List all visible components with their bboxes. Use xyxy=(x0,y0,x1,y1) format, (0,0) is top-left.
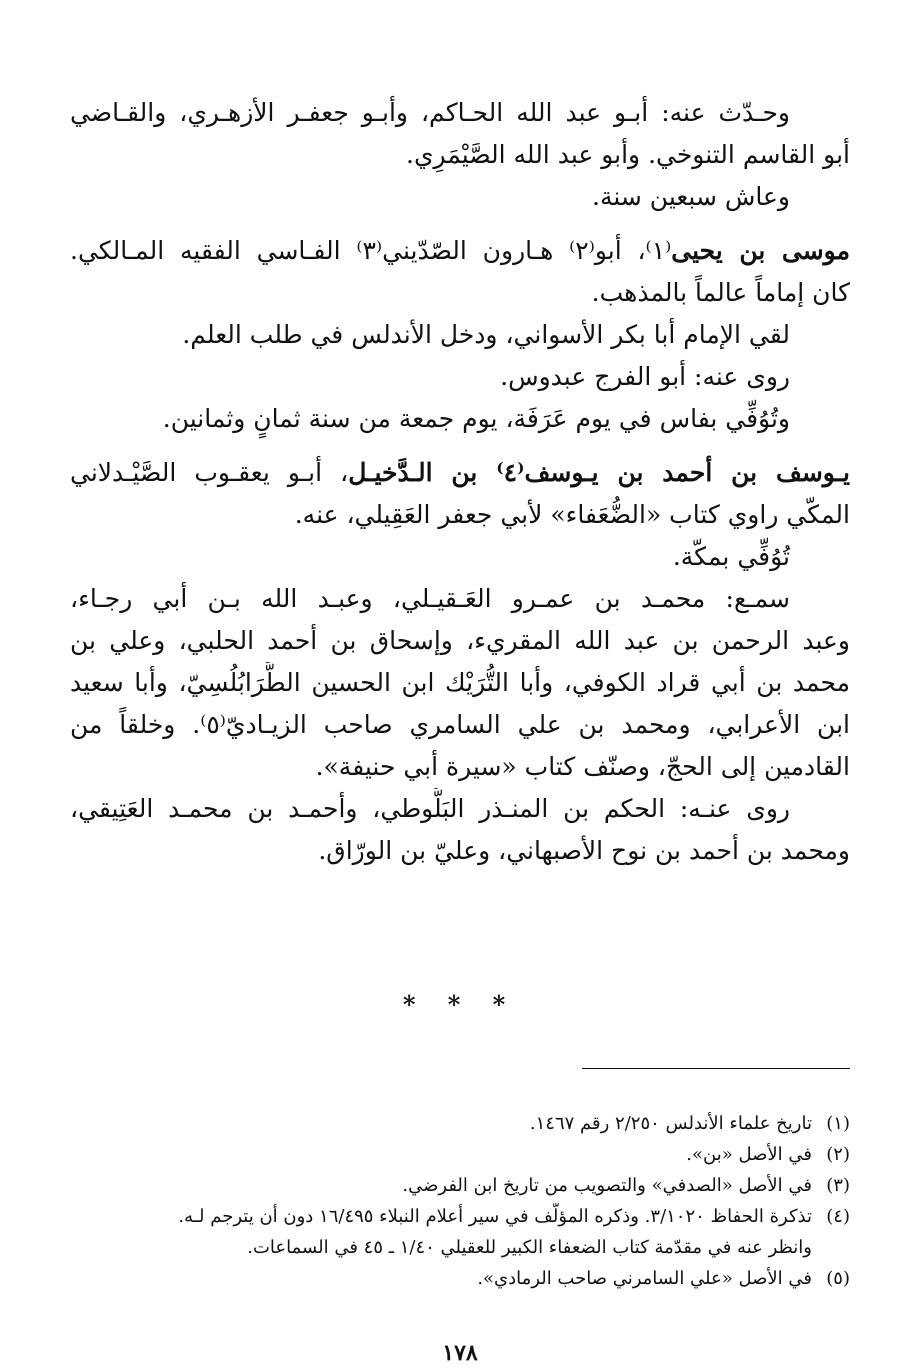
footnote-number: (٣) xyxy=(826,1175,850,1196)
footnote xyxy=(70,1203,850,1231)
footnote-continuation: وانظر عنه في مقدّمة كتاب الضعفاء الكبير للعقيلي ١/٤٠ ـ ٤٥ في السماعات. xyxy=(247,1237,812,1258)
footnote xyxy=(70,1110,850,1138)
footnote-text: تذكرة الحفاظ ٣/١٠٢٠. وذكره المؤلّف في سير أعلام النبلاء ١٦/٤٩٥ دون أن يترجم لـه. xyxy=(178,1206,812,1227)
text-line: روى عنه: أبو الفرج عبدوس. xyxy=(500,362,790,391)
entry-heading xyxy=(70,452,850,494)
text-line: وحـدّث عنه: أبـو عبد الله الحـاكم، وأبـو جعفـر الأزهـري، والقـاضي xyxy=(70,98,790,127)
footnote-text: في الأصل «علي السامرني صاحب الرمادي». xyxy=(477,1268,812,1289)
text-line: محمد بن أبي قراد الكوفي، وأبا التُّرَيْك ابن الحسين الطَّرَابُلُسِيّ، وأبا سعيد xyxy=(70,668,850,697)
text-line: أبو القاسم التنوخي. وأبو عبد الله الصَّيْمَرِي. xyxy=(406,140,850,169)
footnotes xyxy=(70,1110,850,1296)
text-line: تُوُفِّي بمكّة. xyxy=(672,542,790,571)
footnote-text: في الأصل «بن». xyxy=(686,1144,812,1165)
footnote-text: تاريخ علماء الأندلس ٢/٢٥٠ رقم ١٤٦٧. xyxy=(529,1113,812,1134)
footnote-divider xyxy=(582,1068,850,1069)
text-line: سمـع: محمـد بن عمـرو العَـقيـلي، وعبـد الله بـن أبي رجـاء، xyxy=(70,584,790,613)
text-line: وعبد الرحمن بن عبد الله المقريء، وإسحاق بن أحمد الحلبي، وعلي بن xyxy=(70,626,850,655)
text-line: كان إماماً عالماً بالمذهب. xyxy=(591,278,850,307)
text-line: روى عنـه: الحكم بن المنـذر البَلُّوطي، وأحمـد بن محمـد العَتِيقي، xyxy=(70,794,790,823)
page-body xyxy=(70,92,850,1366)
text-line: وتُوُفِّي بفاس في يوم عَرَفَة، يوم جمعة من سنة ثمانٍ وثمانين. xyxy=(162,404,790,433)
entry-heading-rest: ، أبـو يعقـوب الصَّيْـدلاني xyxy=(70,458,349,487)
footnote-text: في الأصل «الصدفي» والتصويب من تاريخ ابن الفرضي. xyxy=(402,1175,812,1196)
entry-name: موسى بن يحيى xyxy=(671,236,850,265)
entry-heading xyxy=(70,230,850,272)
footnote-number: (١) xyxy=(826,1113,850,1134)
footnote-number: (٥) xyxy=(826,1268,850,1289)
text-line: القادمين إلى الحجّ، وصنّف كتاب «سيرة أبي حنيفة». xyxy=(315,752,850,781)
page-number: ١٧٨ xyxy=(442,1340,478,1366)
text-line: وعاش سبعين سنة. xyxy=(592,182,790,211)
text-line: ومحمد بن أحمد بن نوح الأصبهاني، وعليّ بن الورّاق. xyxy=(318,836,850,865)
section-separator: * * * xyxy=(402,990,518,1019)
footnote-number: (٢) xyxy=(826,1144,850,1165)
text-line: لقي الإمام أبا بكر الأسواني، ودخل الأندلس في طلب العلم. xyxy=(182,320,790,349)
entry-name: يـوسف بن أحمد بن يـوسف⁽٤⁾ بن الـدَّخيـل xyxy=(348,458,850,487)
footnote xyxy=(70,1265,850,1293)
footnote xyxy=(70,1172,850,1200)
text-line: المكّي راوي كتاب «الضُّعَفاء» لأبي جعفر العَقِيلي، عنه. xyxy=(294,500,850,529)
text-line: ابن الأعرابي، ومحمد بن علي السامري صاحب الزيـاديّ⁽٥⁾. وخلقاً من xyxy=(70,710,850,739)
entry-heading-rest: ، أبو⁽٢⁾ هـارون الصّدّيني⁽٣⁾ الفـاسي الفقيه المـالكي. xyxy=(70,236,646,265)
footnote-ref: ⁽١⁾ xyxy=(645,236,672,265)
footnote-number: (٤) xyxy=(826,1206,850,1227)
footnote xyxy=(70,1141,850,1169)
